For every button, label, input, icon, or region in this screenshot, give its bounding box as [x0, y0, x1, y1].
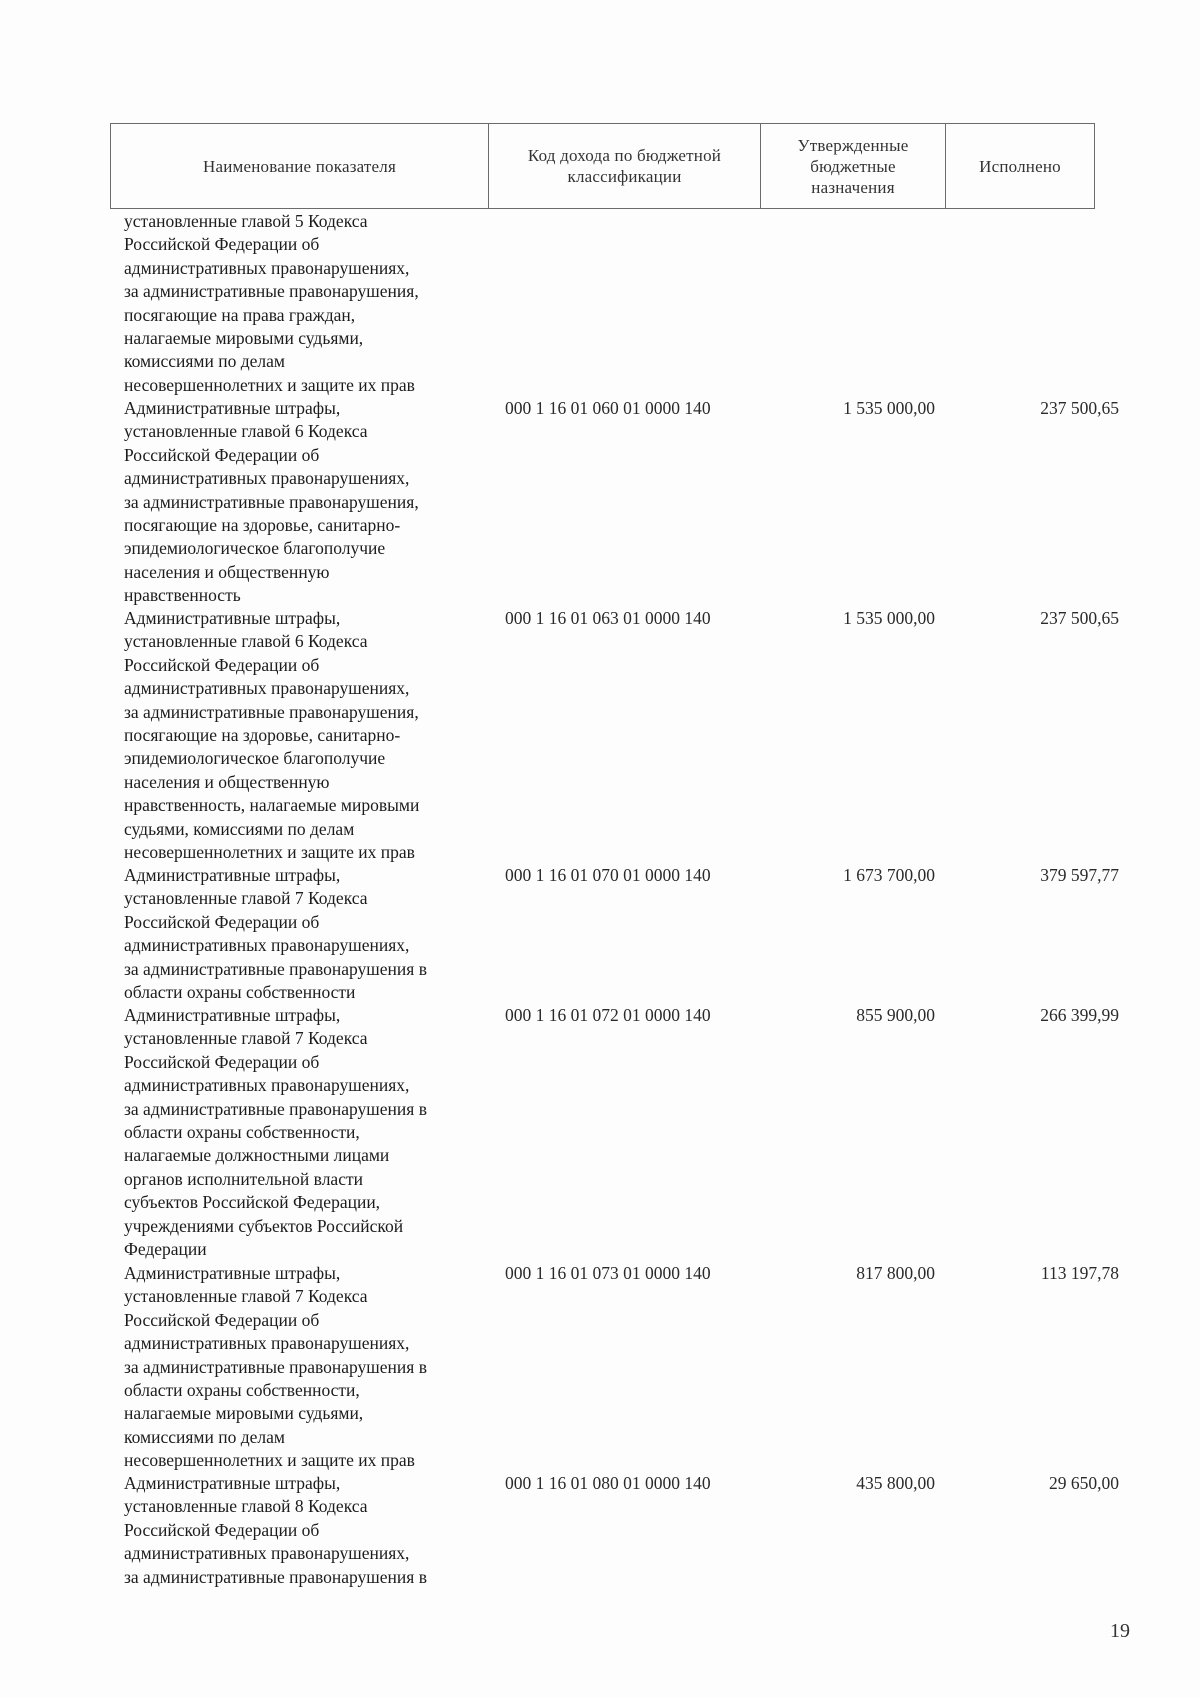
indicator-name-line: установленные главой 6 Кодекса [124, 421, 368, 442]
indicator-name-line: учреждениями субъектов Российской [124, 1215, 404, 1236]
indicator-name-line: установленные главой 6 Кодекса [124, 631, 368, 652]
indicator-name-line: Российской Федерации об [124, 1519, 320, 1540]
header-approved-budget: Утвержденные бюджетные назначения [761, 124, 946, 208]
indicator-name-line: области охраны собственности, [124, 1380, 360, 1401]
header-income-code: Код дохода по бюджетной классификации [489, 124, 761, 208]
indicator-name-line: налагаемые мировыми судьями, [124, 1403, 364, 1424]
indicator-name-line: Федерации [124, 1239, 207, 1260]
indicator-name-line: за административные правонарушения, [124, 281, 419, 302]
indicator-name-line: за административные правонарушения в [124, 958, 427, 979]
income-code: 000 1 16 01 072 01 0000 140 [505, 1005, 711, 1025]
indicator-name-line: комиссиями по делам [124, 351, 285, 372]
indicator-name-line: эпидемиологическое благополучие [124, 538, 386, 559]
income-code: 000 1 16 01 070 01 0000 140 [505, 865, 711, 885]
indicator-name-line: Российской Федерации об [124, 654, 320, 675]
indicator-name-line: административных правонарушениях, [124, 257, 410, 278]
approved-amount: 435 800,00 [856, 1473, 935, 1493]
indicator-name-line: посягающие на права граждан, [124, 304, 356, 325]
indicator-name-line: Административные штрафы, [124, 398, 341, 418]
indicator-name-line: посягающие на здоровье, санитарно- [124, 515, 401, 536]
indicator-name-line: административных правонарушениях, [124, 1075, 410, 1096]
indicator-name-line: установленные главой 8 Кодекса [124, 1496, 368, 1517]
income-code: 000 1 16 01 080 01 0000 140 [505, 1473, 711, 1493]
indicator-name [124, 210, 484, 397]
page-number: 19 [1110, 1620, 1130, 1642]
approved-amount: 817 800,00 [856, 1263, 935, 1283]
indicator-name-line: установленные главой 5 Кодекса [124, 211, 368, 231]
executed-amount: 379 597,77 [1040, 865, 1119, 885]
indicator-name-line: административных правонарушениях, [124, 935, 410, 956]
indicator-name-line: Российской Федерации об [124, 1309, 320, 1330]
indicator-name-line: нравственность [124, 585, 241, 606]
indicator-name-line: за административные правонарушения в [124, 1356, 427, 1377]
indicator-name-line: Административные штрафы, [124, 1005, 341, 1025]
header-executed: Исполнено [979, 156, 1061, 176]
indicator-name-line: эпидемиологическое благополучие [124, 748, 386, 769]
indicator-name-line: административных правонарушениях, [124, 1543, 410, 1564]
approved-amount: 1 535 000,00 [843, 608, 935, 628]
indicator-name-line: за административные правонарушения в [124, 1098, 427, 1119]
indicator-name-line: Административные штрафы, [124, 865, 341, 885]
executed-amount: 113 197,78 [1040, 1263, 1119, 1283]
indicator-name-line: Российской Федерации об [124, 911, 320, 932]
indicator-name-line: области охраны собственности [124, 982, 356, 1003]
indicator-name-line: области охраны собственности, [124, 1122, 360, 1143]
indicator-name-line: населения и общественную [124, 771, 330, 792]
indicator-name-line: органов исполнительной власти [124, 1168, 363, 1189]
indicator-name-line: административных правонарушениях, [124, 678, 410, 699]
indicator-name-line: за административные правонарушения в [124, 1566, 427, 1587]
approved-amount: 1 673 700,00 [843, 865, 935, 885]
executed-amount: 237 500,65 [1040, 398, 1119, 418]
indicator-name-line: посягающие на здоровье, санитарно- [124, 725, 401, 746]
indicator-name-line: административных правонарушениях, [124, 1333, 410, 1354]
indicator-name-line: налагаемые мировыми судьями, [124, 328, 364, 349]
executed-amount: 266 399,99 [1040, 1005, 1119, 1025]
income-code: 000 1 16 01 063 01 0000 140 [505, 608, 711, 628]
indicator-name-line: налагаемые должностными лицами [124, 1145, 390, 1166]
indicator-name-line: субъектов Российской Федерации, [124, 1192, 381, 1213]
indicator-name-line: Российской Федерации об [124, 234, 320, 255]
indicator-name-line: несовершеннолетних и защите их прав [124, 374, 415, 395]
indicator-name-line: Административные штрафы, [124, 1473, 341, 1493]
indicator-name-line: Российской Федерации об [124, 444, 320, 465]
indicator-name-line: Административные штрафы, [124, 1263, 341, 1283]
indicator-name [124, 607, 484, 864]
indicator-name-line: установленные главой 7 Кодекса [124, 888, 368, 909]
executed-amount: 29 650,00 [1049, 1473, 1119, 1493]
executed-amount: 237 500,65 [1040, 608, 1119, 628]
indicator-name-line: населения и общественную [124, 561, 330, 582]
indicator-name [124, 1262, 484, 1473]
approved-amount: 855 900,00 [856, 1005, 935, 1025]
indicator-name [124, 1472, 484, 1589]
indicator-name-line: несовершеннолетних и защите их прав [124, 842, 415, 863]
indicator-name-line: установленные главой 7 Кодекса [124, 1028, 368, 1049]
indicator-name-line: Административные штрафы, [124, 608, 341, 628]
indicator-name-line: Российской Федерации об [124, 1051, 320, 1072]
indicator-name-line: административных правонарушениях, [124, 468, 410, 489]
header-indicator-name: Наименование показателя [111, 124, 489, 208]
approved-amount: 1 535 000,00 [843, 398, 935, 418]
indicator-name-line: несовершеннолетних и защите их прав [124, 1450, 415, 1471]
indicator-name [124, 864, 484, 1004]
indicator-name-line: комиссиями по делам [124, 1426, 285, 1447]
indicator-name-line: нравственность, налагаемые мировыми [124, 795, 420, 816]
indicator-name [124, 1004, 484, 1261]
indicator-name-line: судьями, комиссиями по делам [124, 818, 355, 839]
indicator-name-line: установленные главой 7 Кодекса [124, 1286, 368, 1307]
indicator-name [124, 397, 484, 608]
indicator-name-line: за административные правонарушения, [124, 491, 419, 512]
indicator-name-line: за административные правонарушения, [124, 701, 419, 722]
income-code: 000 1 16 01 060 01 0000 140 [505, 398, 711, 418]
income-code: 000 1 16 01 073 01 0000 140 [505, 1263, 711, 1283]
